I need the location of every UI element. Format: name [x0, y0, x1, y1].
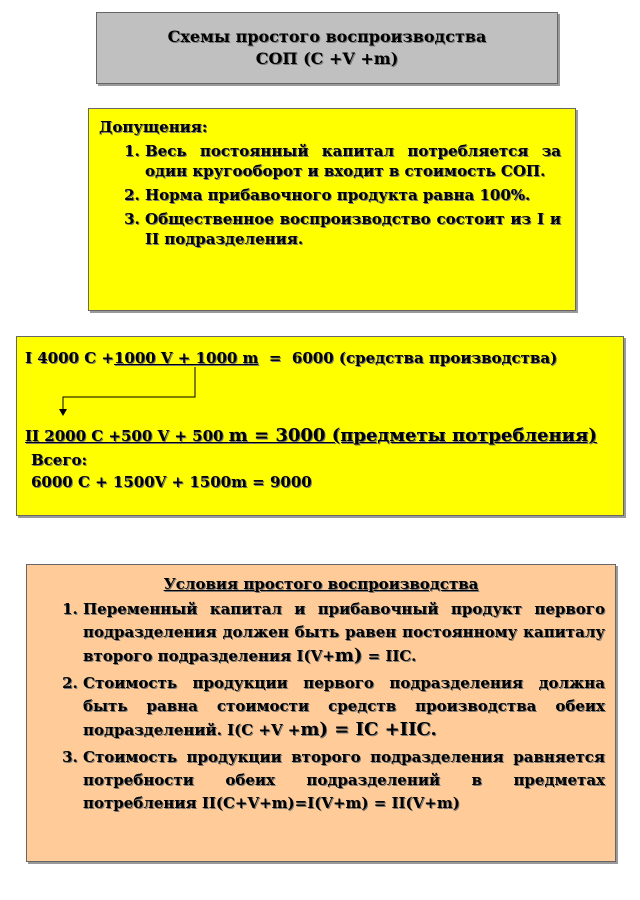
condition-text: Стоимость продукции первого подразделения должна быть равна стоимости средств производства обеих подразделений. I(C +V +: [83, 674, 605, 739]
scheme-line1-prefix: I 4000 С +: [25, 349, 114, 367]
scheme-line1-suffix: = 6000 (средства производства): [258, 349, 558, 367]
connector-line: [63, 367, 195, 413]
assumption-item: 3. Общественное воспроизводство состоит из I и II подразделения.: [145, 209, 561, 249]
conditions-title: Условия простого воспроизводства: [163, 575, 479, 593]
condition-tail: = IIC.: [362, 647, 417, 665]
condition-emphasis: m): [334, 645, 363, 666]
condition-item: [83, 672, 605, 742]
scheme-line2-prefix: II 2000 С +500 V + 500: [25, 427, 229, 445]
title-box: [96, 12, 558, 84]
connector-arrowhead: [59, 409, 67, 416]
assumptions-box: [88, 108, 576, 311]
title-line-2: СОП (С +V +m): [255, 49, 399, 68]
assumption-item: 1. Весь постоянный капитал потребляется за один кругооборот и входит в стоимость СОП.: [145, 141, 561, 181]
assumptions-heading: Допущения:: [99, 118, 208, 136]
conditions-box: [26, 564, 616, 862]
condition-text: Переменный капитал и прибавочный продукт первого подразделения должен быть равен постоянному капиталу второго подразделения I(V+: [83, 600, 605, 665]
assumptions-list: [99, 141, 561, 249]
condition-text: Стоимость продукции второго подразделения равняется потребности обеих подразделений в предметах потребления II(C+V+m)=I(V+m) = II(V+m): [83, 748, 605, 812]
condition-item: [83, 598, 605, 668]
assumption-item: 2. Норма прибавочного продукта равна 100%.: [145, 185, 561, 205]
scheme-line2-big: m = 3000 (предметы потребления): [228, 425, 597, 446]
scheme-line-1: [25, 349, 557, 367]
title-line-1: Схемы простого воспроизводства: [167, 27, 487, 46]
scheme-line-2: [25, 425, 597, 446]
condition-emphasis: m) = IC +IIC.: [300, 719, 437, 740]
condition-item: [83, 746, 605, 815]
scheme-line1-underlined: 1000 V + 1000 m: [113, 349, 259, 367]
total-label: Всего:: [31, 451, 88, 469]
scheme-box: [16, 336, 624, 516]
conditions-list: [37, 598, 605, 815]
total-formula: 6000 С + 1500V + 1500m = 9000: [31, 473, 312, 491]
